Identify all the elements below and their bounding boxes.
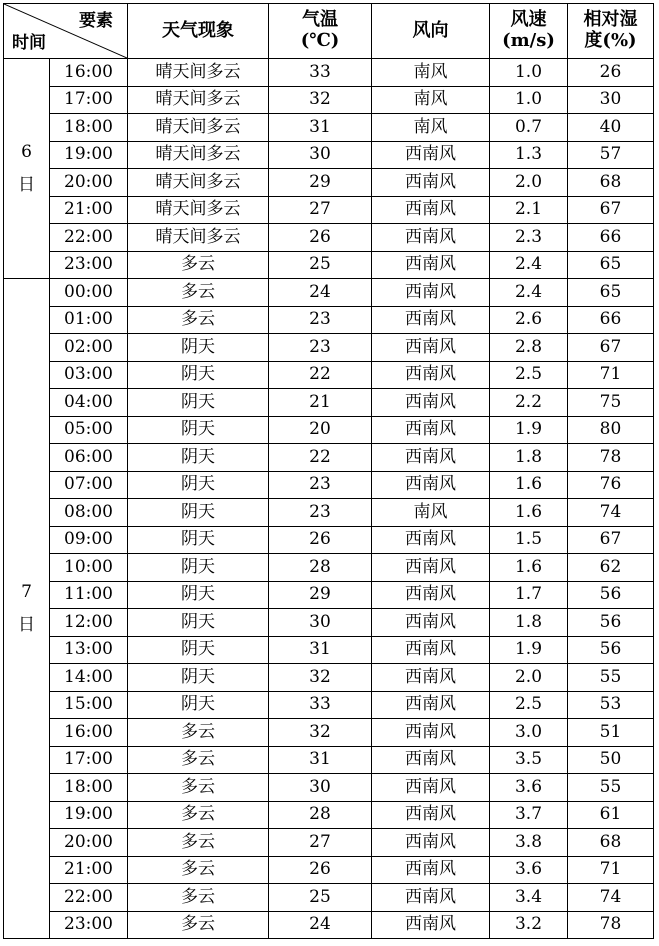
wind-speed-cell: 1.7	[490, 581, 568, 609]
wind-direction-cell: 南风	[372, 114, 490, 142]
header-humidity-label: 相对湿	[583, 9, 638, 31]
humidity-cell: 68	[568, 169, 654, 197]
temperature-cell: 30	[269, 609, 372, 637]
humidity-cell: 50	[568, 746, 654, 774]
temperature-cell: 25	[269, 251, 372, 279]
temperature-cell: 25	[269, 884, 372, 912]
time-cell: 07:00	[50, 471, 128, 499]
table-row	[4, 526, 654, 554]
humidity-cell: 74	[568, 884, 654, 912]
weather-cell: 多云	[128, 911, 269, 939]
wind-direction-cell: 西南风	[372, 169, 490, 197]
weather-cell: 阴天	[128, 416, 269, 444]
weather-table	[3, 3, 654, 939]
temperature-cell: 23	[269, 306, 372, 334]
table-row	[4, 554, 654, 582]
wind-direction-cell: 西南风	[372, 306, 490, 334]
humidity-cell: 78	[568, 444, 654, 472]
day-char: 日	[18, 174, 35, 195]
temperature-cell: 32	[269, 86, 372, 114]
weather-cell: 多云	[128, 856, 269, 884]
wind-speed-cell: 3.6	[490, 856, 568, 884]
temperature-cell: 31	[269, 746, 372, 774]
table-body	[4, 59, 654, 939]
time-cell: 19:00	[50, 801, 128, 829]
table-row	[4, 746, 654, 774]
wind-speed-cell: 1.0	[490, 86, 568, 114]
weather-cell: 多云	[128, 746, 269, 774]
wind-direction-cell: 南风	[372, 499, 490, 527]
time-cell: 03:00	[50, 361, 128, 389]
time-cell: 01:00	[50, 306, 128, 334]
wind-speed-cell: 3.5	[490, 746, 568, 774]
temperature-cell: 26	[269, 224, 372, 252]
table-row	[4, 279, 654, 307]
weather-cell: 晴天间多云	[128, 86, 269, 114]
wind-direction-cell: 西南风	[372, 196, 490, 224]
table-row	[4, 691, 654, 719]
wind-direction-cell: 西南风	[372, 636, 490, 664]
header-wind-speed	[490, 4, 568, 59]
table-row	[4, 636, 654, 664]
table-row	[4, 86, 654, 114]
wind-speed-cell: 2.2	[490, 389, 568, 417]
humidity-cell: 65	[568, 251, 654, 279]
temperature-cell: 30	[269, 141, 372, 169]
time-cell: 22:00	[50, 224, 128, 252]
temperature-cell: 29	[269, 581, 372, 609]
temperature-cell: 22	[269, 444, 372, 472]
wind-speed-cell: 1.8	[490, 609, 568, 637]
table-row	[4, 801, 654, 829]
temperature-cell: 28	[269, 801, 372, 829]
table-row	[4, 911, 654, 939]
humidity-cell: 71	[568, 856, 654, 884]
wind-speed-cell: 3.2	[490, 911, 568, 939]
humidity-cell: 76	[568, 471, 654, 499]
day-number: 6	[21, 142, 32, 163]
temperature-cell: 30	[269, 774, 372, 802]
temperature-cell: 31	[269, 636, 372, 664]
temperature-cell: 27	[269, 196, 372, 224]
time-cell: 23:00	[50, 251, 128, 279]
temperature-cell: 28	[269, 554, 372, 582]
humidity-cell: 66	[568, 224, 654, 252]
humidity-cell: 56	[568, 581, 654, 609]
weather-cell: 晴天间多云	[128, 114, 269, 142]
table-row	[4, 444, 654, 472]
wind-speed-cell: 3.0	[490, 719, 568, 747]
header-temperature	[269, 4, 372, 59]
wind-direction-cell: 西南风	[372, 444, 490, 472]
wind-speed-cell: 3.8	[490, 829, 568, 857]
humidity-cell: 71	[568, 361, 654, 389]
time-cell: 16:00	[50, 719, 128, 747]
wind-direction-cell: 西南风	[372, 609, 490, 637]
temperature-cell: 32	[269, 664, 372, 692]
table-row	[4, 114, 654, 142]
table-row	[4, 416, 654, 444]
table-row	[4, 59, 654, 87]
table-row	[4, 581, 654, 609]
wind-speed-cell: 3.6	[490, 774, 568, 802]
temperature-cell: 23	[269, 471, 372, 499]
table-row	[4, 169, 654, 197]
temperature-cell: 20	[269, 416, 372, 444]
wind-speed-cell: 1.6	[490, 499, 568, 527]
wind-direction-cell: 西南风	[372, 774, 490, 802]
weather-cell: 多云	[128, 829, 269, 857]
wind-speed-cell: 1.5	[490, 526, 568, 554]
wind-direction-cell: 西南风	[372, 224, 490, 252]
humidity-cell: 40	[568, 114, 654, 142]
time-cell: 18:00	[50, 774, 128, 802]
wind-speed-cell: 2.6	[490, 306, 568, 334]
weather-cell: 阴天	[128, 361, 269, 389]
weather-cell: 多云	[128, 306, 269, 334]
table-row	[4, 196, 654, 224]
time-cell: 12:00	[50, 609, 128, 637]
wind-direction-cell: 西南风	[372, 279, 490, 307]
wind-direction-cell: 西南风	[372, 416, 490, 444]
humidity-cell: 56	[568, 609, 654, 637]
wind-speed-cell: 2.0	[490, 664, 568, 692]
weather-cell: 晴天间多云	[128, 224, 269, 252]
time-cell: 00:00	[50, 279, 128, 307]
temperature-cell: 26	[269, 856, 372, 884]
temperature-cell: 22	[269, 361, 372, 389]
wind-direction-cell: 南风	[372, 59, 490, 87]
table-row	[4, 141, 654, 169]
humidity-cell: 62	[568, 554, 654, 582]
humidity-cell: 66	[568, 306, 654, 334]
header-wind-speed-label: 风速	[510, 9, 547, 31]
wind-direction-cell: 西南风	[372, 334, 490, 362]
humidity-cell: 30	[568, 86, 654, 114]
wind-speed-cell: 1.6	[490, 554, 568, 582]
time-cell: 20:00	[50, 829, 128, 857]
table-row	[4, 499, 654, 527]
table-row	[4, 829, 654, 857]
wind-speed-cell: 2.1	[490, 196, 568, 224]
day-cell	[4, 59, 50, 279]
header-temperature-unit: (℃)	[300, 30, 340, 51]
wind-direction-cell: 西南风	[372, 856, 490, 884]
wind-direction-cell: 西南风	[372, 746, 490, 774]
wind-speed-cell: 2.5	[490, 691, 568, 719]
temperature-cell: 32	[269, 719, 372, 747]
wind-direction-cell: 西南风	[372, 719, 490, 747]
wind-speed-cell: 3.4	[490, 884, 568, 912]
wind-direction-cell: 西南风	[372, 829, 490, 857]
time-cell: 13:00	[50, 636, 128, 664]
weather-cell: 多云	[128, 774, 269, 802]
day-char: 日	[18, 614, 35, 635]
time-cell: 21:00	[50, 196, 128, 224]
temperature-cell: 31	[269, 114, 372, 142]
time-cell: 09:00	[50, 526, 128, 554]
table-row	[4, 361, 654, 389]
weather-cell: 多云	[128, 884, 269, 912]
weather-cell: 阴天	[128, 334, 269, 362]
table-header-row	[4, 4, 654, 59]
temperature-cell: 26	[269, 526, 372, 554]
time-cell: 15:00	[50, 691, 128, 719]
time-cell: 19:00	[50, 141, 128, 169]
time-cell: 08:00	[50, 499, 128, 527]
table-row	[4, 306, 654, 334]
wind-speed-cell: 2.4	[490, 279, 568, 307]
table-row	[4, 609, 654, 637]
wind-speed-cell: 1.3	[490, 141, 568, 169]
humidity-cell: 51	[568, 719, 654, 747]
temperature-cell: 27	[269, 829, 372, 857]
time-cell: 17:00	[50, 746, 128, 774]
weather-cell: 阴天	[128, 389, 269, 417]
humidity-cell: 26	[568, 59, 654, 87]
weather-cell: 晴天间多云	[128, 169, 269, 197]
weather-cell: 多云	[128, 719, 269, 747]
table-row	[4, 389, 654, 417]
temperature-cell: 24	[269, 279, 372, 307]
temperature-cell: 24	[269, 911, 372, 939]
time-cell: 23:00	[50, 911, 128, 939]
weather-cell: 阴天	[128, 691, 269, 719]
time-cell: 18:00	[50, 114, 128, 142]
weather-cell: 晴天间多云	[128, 59, 269, 87]
corner-header-cell	[4, 4, 128, 59]
wind-direction-cell: 西南风	[372, 664, 490, 692]
wind-speed-cell: 1.8	[490, 444, 568, 472]
weather-cell: 阴天	[128, 609, 269, 637]
humidity-cell: 56	[568, 636, 654, 664]
humidity-cell: 55	[568, 664, 654, 692]
humidity-cell: 57	[568, 141, 654, 169]
table-row	[4, 664, 654, 692]
wind-direction-cell: 西南风	[372, 361, 490, 389]
time-cell: 11:00	[50, 581, 128, 609]
temperature-cell: 21	[269, 389, 372, 417]
humidity-cell: 65	[568, 279, 654, 307]
table-row	[4, 334, 654, 362]
wind-direction-cell: 西南风	[372, 141, 490, 169]
header-humidity-unit: 度(%)	[584, 30, 637, 51]
wind-speed-cell: 1.6	[490, 471, 568, 499]
weather-cell: 阴天	[128, 499, 269, 527]
wind-direction-cell: 西南风	[372, 554, 490, 582]
weather-cell: 多云	[128, 801, 269, 829]
wind-speed-cell: 2.3	[490, 224, 568, 252]
weather-cell: 阴天	[128, 581, 269, 609]
humidity-cell: 75	[568, 389, 654, 417]
wind-direction-cell: 西南风	[372, 911, 490, 939]
time-cell: 04:00	[50, 389, 128, 417]
wind-direction-cell: 南风	[372, 86, 490, 114]
time-cell: 06:00	[50, 444, 128, 472]
weather-cell: 晴天间多云	[128, 141, 269, 169]
table-row	[4, 884, 654, 912]
humidity-cell: 67	[568, 334, 654, 362]
wind-speed-cell: 2.5	[490, 361, 568, 389]
table-row	[4, 774, 654, 802]
wind-speed-cell: 3.7	[490, 801, 568, 829]
wind-direction-cell: 西南风	[372, 691, 490, 719]
wind-direction-cell: 西南风	[372, 251, 490, 279]
wind-speed-cell: 2.4	[490, 251, 568, 279]
weather-cell: 阴天	[128, 636, 269, 664]
humidity-cell: 53	[568, 691, 654, 719]
temperature-cell: 29	[269, 169, 372, 197]
temperature-cell: 33	[269, 59, 372, 87]
humidity-cell: 74	[568, 499, 654, 527]
temperature-cell: 23	[269, 499, 372, 527]
time-cell: 21:00	[50, 856, 128, 884]
humidity-cell: 67	[568, 526, 654, 554]
day-cell	[4, 279, 50, 939]
humidity-cell: 78	[568, 911, 654, 939]
wind-speed-cell: 1.0	[490, 59, 568, 87]
time-cell: 22:00	[50, 884, 128, 912]
time-cell: 20:00	[50, 169, 128, 197]
weather-cell: 阴天	[128, 444, 269, 472]
weather-cell: 阴天	[128, 664, 269, 692]
wind-direction-cell: 西南风	[372, 884, 490, 912]
wind-speed-cell: 0.7	[490, 114, 568, 142]
humidity-cell: 80	[568, 416, 654, 444]
wind-direction-cell: 西南风	[372, 389, 490, 417]
humidity-cell: 55	[568, 774, 654, 802]
time-cell: 16:00	[50, 59, 128, 87]
time-cell: 14:00	[50, 664, 128, 692]
weather-cell: 多云	[128, 251, 269, 279]
header-humidity	[568, 4, 654, 59]
corner-header-elements: 要素	[79, 11, 113, 31]
wind-direction-cell: 西南风	[372, 526, 490, 554]
header-wind-direction: 风向	[372, 4, 490, 59]
weather-cell: 阴天	[128, 526, 269, 554]
temperature-cell: 33	[269, 691, 372, 719]
time-cell: 02:00	[50, 334, 128, 362]
table-row	[4, 224, 654, 252]
wind-speed-cell: 1.9	[490, 636, 568, 664]
wind-speed-cell: 2.8	[490, 334, 568, 362]
table-row	[4, 856, 654, 884]
weather-cell: 多云	[128, 279, 269, 307]
day-number: 7	[21, 582, 32, 603]
time-cell: 05:00	[50, 416, 128, 444]
header-weather: 天气现象	[128, 4, 269, 59]
header-temperature-label: 气温	[302, 9, 338, 31]
wind-direction-cell: 西南风	[372, 471, 490, 499]
wind-direction-cell: 西南风	[372, 581, 490, 609]
wind-speed-cell: 1.9	[490, 416, 568, 444]
wind-direction-cell: 西南风	[372, 801, 490, 829]
weather-cell: 晴天间多云	[128, 196, 269, 224]
weather-cell: 阴天	[128, 554, 269, 582]
wind-speed-cell: 2.0	[490, 169, 568, 197]
time-cell: 10:00	[50, 554, 128, 582]
table-row	[4, 719, 654, 747]
humidity-cell: 61	[568, 801, 654, 829]
humidity-cell: 67	[568, 196, 654, 224]
table-row	[4, 251, 654, 279]
table-row	[4, 471, 654, 499]
time-cell: 17:00	[50, 86, 128, 114]
humidity-cell: 68	[568, 829, 654, 857]
header-wind-speed-unit: (m/s)	[502, 30, 555, 51]
corner-header-time: 时间	[12, 33, 46, 54]
temperature-cell: 23	[269, 334, 372, 362]
weather-cell: 阴天	[128, 471, 269, 499]
